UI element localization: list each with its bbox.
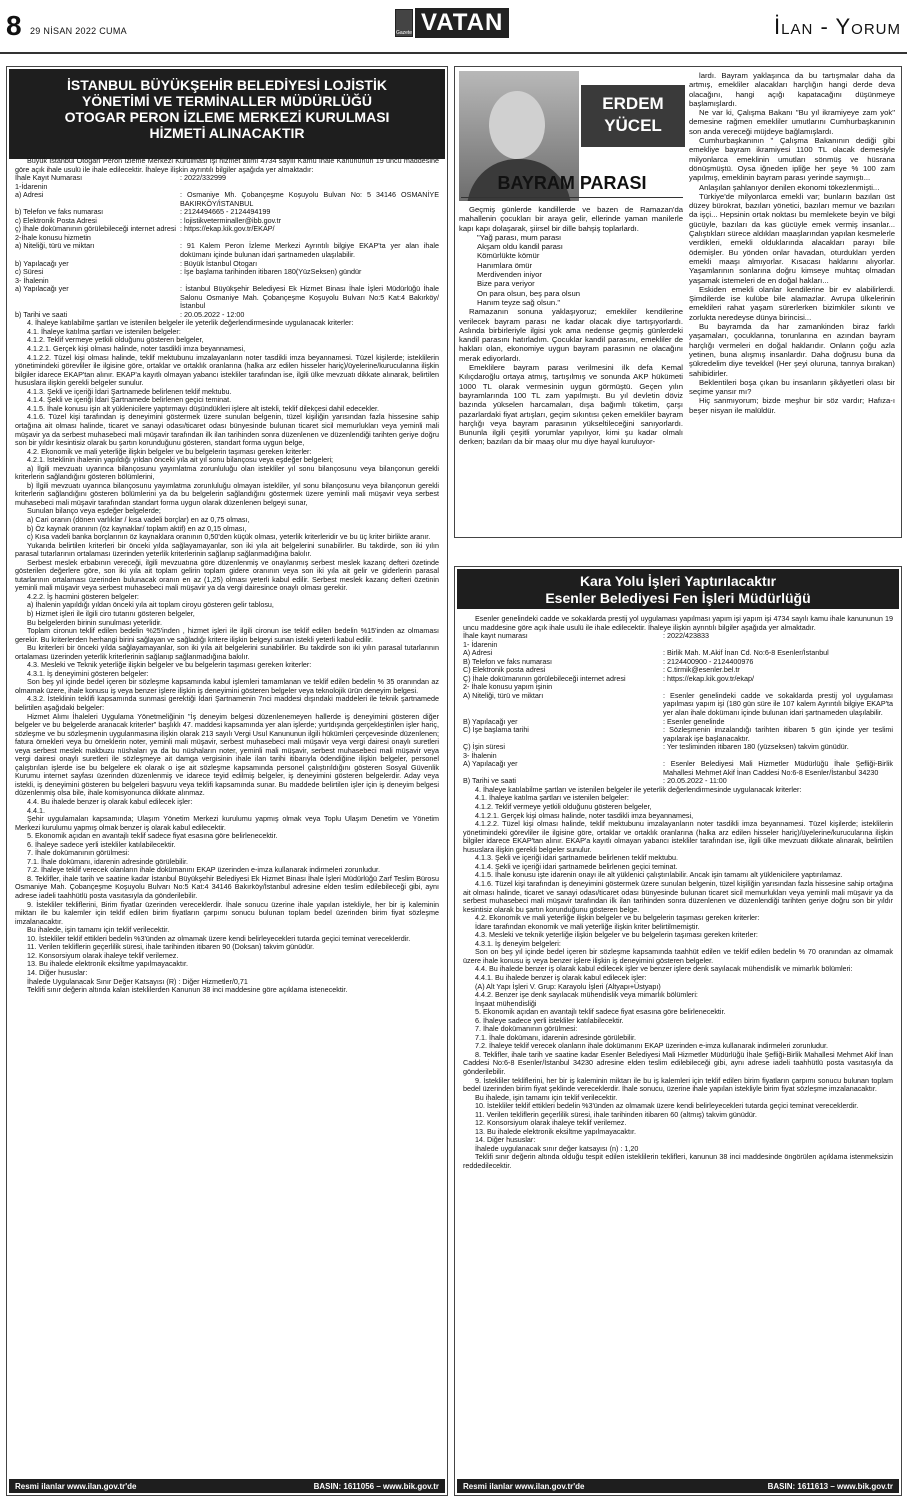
column-paragraph: Eskiden emekli olanlar kendilerine bir ev alabilirlerdi. Şimdilerde ise kulübe bile alamazlar. Avrupa ülkelerinin emeklileri rahat yaşam sürerlerken bizimkiler sıkıntı ve zorlukta neredeyse dünya birincisi... <box>689 284 895 322</box>
issue-date: 29 NİSAN 2022 CUMA <box>30 26 127 36</box>
column-paragraph: Ramazanın sonuna yaklaşıyoruz; emekliler kendilerine verilecek bayram parası ne kadar olacak diye tartışıyorlardı. Aslında birbirleriyle ilgisi yok ama nedense geçmiş günlerdeki kandil parasını hatırladım. Çocuklar kandil parasını, emekliler de hakları olan, ekonomiye uygun bayram parasının ne olacağını merak ediyorlardı. <box>459 307 683 363</box>
ibb-paragraph: 4.1.5. İhale konusu işin alt yüklenicilere yaptırmayı düşündükleri işlere alt istekli, teklif dilekçesi dahil edecekler. <box>27 403 379 413</box>
field-label: b) Tarihi ve saati <box>15 309 68 319</box>
esenler-paragraph: 11. Verilen tekliflerin geçerlilik süresi, ihale tarihinden itibaren 60 (altmış) takvim günüdür. <box>475 1109 757 1119</box>
author-name <box>581 85 685 147</box>
esenler-paragraph: 4.4.1. Bu ihalede benzer iş olarak kabul edilecek işler: <box>475 972 647 982</box>
field-row <box>463 760 893 777</box>
esenler-title-line: Esenler Belediyesi Fen İşleri Müdürlüğü <box>545 590 811 606</box>
esenler-paragraph: 12. Konsorsiyum olarak ihaleye teklif verilemez. <box>475 1118 627 1128</box>
field-label: b) Yapılacağı yer <box>15 258 69 268</box>
field-label: ç) İhale dokümanının görülebileceği internet adresi <box>15 224 177 234</box>
field-value: : Yer tesliminden itibaren 180 (yüzseksen) takvim günüdür. <box>663 742 849 752</box>
ibb-fields <box>15 174 439 319</box>
ibb-paragraph: Toplam cironun teklif edilen bedelin %25'inden , hizmet işleri ile ilgili cironun ise teklif edilen bedelin %15'inden az olmaması gerekir. Bu kriterlerden herhangi birini sağlayan ve sağladığı kritere ilişkin belgeyi sunan istekli yeterli kabul edilir. <box>15 626 439 644</box>
ibb-paragraph: a) İhalenin yapıldığı yıldan önceki yıla ait toplam ciroyu gösteren gelir tablosu, <box>27 600 274 610</box>
field-value: : 2022/332999 <box>180 173 226 183</box>
column-paragraph: "Yağ parası, mum parası <box>477 232 562 242</box>
author-last-name: YÜCEL <box>604 116 662 135</box>
column-paragraph: Hanım teyze sağ olsun." <box>477 297 561 307</box>
ibb-paragraph: Serbest meslek erbabının vereceği, ilgili mevzuatına göre düzenlenmiş ve onaylanmış serbest meslek kazanç defteri özetinde gösterilen değerlere göre, son iki yıla ait toplam gelirin toplam gidere oranının veya son iki yıla ait gelir ve giderlerin parasal tutarlarının ortalaması üzerinden bulunacak oranın en az (1,25) olması yeterli kabul edilir. Serbest meslek kazanç defteri özetinin yeminli mali müşavir veya serbest muhasebeci mali müşavir ya da vergi dairesince onaylı olması gerekir. <box>15 557 439 593</box>
field-value: : C.tirmik@esenler.bel.tr <box>663 665 740 675</box>
field-row <box>15 174 439 183</box>
page-header <box>0 0 907 58</box>
field-value: : lojistikveterminaller@ibb.gov.tr <box>180 215 282 225</box>
ibb-paragraph: 10. İstekliler teklif ettikleri bedelin %3'ünden az olmamak üzere kendi belirleyecekleri tutarda geçici teminat vereceklerdir. <box>27 933 411 943</box>
esenler-ad-title <box>457 569 899 609</box>
esenler-ad-body <box>463 615 893 1475</box>
field-value: : Esenler genelindeki cadde ve sokaklarda prestij yol uygulaması yapılması yapım işi (180 gün süre ile 107 kalem Ayrıntılı bilgiye EKAP'ta yer alan ihale dokümanı içinde bulunan idari şartnameden ulaşılabilir. <box>663 690 893 718</box>
column-title-rule <box>461 197 683 198</box>
esenler-paragraph: Teklifi sınır değerin altında olduğu tespit edilen isteklilerin teklifleri, kanunun 38 inci maddesinde öngörülen açıklama istenmeksizin reddedilecektir. <box>463 1152 893 1170</box>
column-title: BAYRAM PARASI <box>497 173 647 193</box>
ibb-paragraph: 4.2.2. İş hacmini gösteren belgeler: <box>27 591 139 601</box>
column-text-right <box>689 71 895 531</box>
ibb-paragraph: 7. İhale dokümanının görülmesi: <box>27 848 130 858</box>
ibb-tender-ad <box>6 66 448 1496</box>
field-value: : https://ekap.kik.gov.tr/EKAP/ <box>180 224 275 234</box>
ibb-title-line: İSTANBUL BÜYÜKŞEHİR BELEDİYESİ LOJİSTİK <box>67 77 387 93</box>
esenler-paragraph: 10. İstekliler teklif ettikleri bedelin %3'ünden az olmamak üzere kendi belirleyecekleri tutarda geçici teminat vereceklerdir. <box>475 1101 859 1111</box>
ibb-paragraph: 4.3.2. İsteklinin teklifi kapsamında sunmasi gerektiği İdari Şartnamenin 7nci maddesi dışındaki maddeleri ile teknik şartnamede belirtilen aşağıdaki belgeler: <box>15 694 439 712</box>
ibb-paragraph: Yukarıda belirtilen kriterleri bir önceki yılda sağlayamayanlar, son iki yıla ait belgelerini sunabilirler. Bu takdirde, son iki yılın parasal tutarlarının ortalaması üzerinden yeterlik kriterlerinin sağlanıp sağlanmadığına bakılır. <box>15 540 439 559</box>
ibb-paragraph: 6. İhaleye sadece yerli istekliler katılabilecektir. <box>27 839 176 849</box>
ibb-paragraph: b) İlgili mevzuatı uyarınca bilançosunu yayımlatma zorunluluğu olmayan istekliler, yıl sonu bilançosunu veya bilançonun gerekli kriterlerin sağlandığını gösteren bölümlerini ya da bu belgelerin sağlandığını göstermek üzere yeminli mali müşavir veya serbest muhasebeci mali müşavir tarafından standart forma uygun olarak düzenlenen belgeyi sunar, <box>15 480 439 507</box>
field-value: : Esenler genelinde <box>663 716 725 726</box>
esenler-paragraph: 8. Teklifler, ihale tarih ve saatine kadar Esenler Belediyesi Mali Hizmetler Müdürlüğü İhale Şefliği-Birlik Mahallesi Mehmet Akif İnan Caddesi No:6-8 Esenler/İstanbul 34230 adresine elden teslim edilebileceği gibi, aynı adrese iadeli taahhütlü posta vasıtasıyla da gönderilebilir. <box>463 1049 893 1076</box>
field-value: : 20.05.2022 - 11:00 <box>663 776 727 786</box>
esenler-ad-footer <box>457 1479 899 1493</box>
column-paragraph: Ne var ki, Çalışma Bakanı "Bu yıl ikramiyeye zam yok" demesine rağmen emekliler umutlarını Cumhurbaşkanının son anda vereceği müjdeye bağlamışlardı. <box>689 108 895 136</box>
esenler-paragraph: 7.1. İhale dokümanı, idarenin adresinde görülebilir. <box>475 1032 637 1042</box>
esenler-intro: Esenler genelindeki cadde ve sokaklarda prestij yol uygulaması yapılması yapım işi yapım işi 4734 sayılı kamu ihale kanununun 19 uncu maddesine göre açık ihale usulü ile ihale edilecektir. İhaleye ilişkin ayrıntılı bilgiler aşağıda yer almaktadır. <box>463 615 893 632</box>
ibb-paragraph: 7.2. İhaleye teklif verecek olanların ihale dokümanını EKAP üzerinden e-imza kullanarak indirmeleri zorunludur. <box>27 865 381 875</box>
esenler-paragraph: 6. İhaleye sadece yerli istekliler katılabilecektir. <box>475 1015 624 1025</box>
ibb-intro: Büyük İstanbul Otogarı Peron İzleme Merkezi Kurulması İşi hizmet alımı 4734 sayılı Kamu İhale Kanununun 19 uncu maddesine göre açık ihale usulü ile ihale edilecektir. İhaleye ilişkin ayrıntılı bilgiler aşağıda yer almaktadır: <box>15 157 439 174</box>
field-value: : 2124494665 - 2124494199 <box>180 207 271 217</box>
ibb-paragraph: 14. Diğer hususlar: <box>27 967 88 977</box>
field-label: c) Süresi <box>15 267 44 277</box>
esenler-paragraph: İdare tarafından ekonomik ve mali yeterliğe ilişkin kriter belirtilmemiştir. <box>475 921 700 931</box>
field-value: : 2124400900 - 2124400976 <box>663 656 754 666</box>
field-label: Ç) İşin süresi <box>463 742 505 752</box>
ibb-paragraph: a) Cari oranın (dönen varlıklar / kısa vadeli borçlar) en az 0,75 olması, <box>27 514 250 524</box>
esenler-paragraph: 4.3. Mesleki ve teknik yeterliğe ilişkin belgeler ve bu belgelerin taşıması gereken kriterler: <box>475 930 758 940</box>
ibb-paragraph: 4.3. Mesleki ve Teknik yeterliğe ilişkin belgeler ve bu belgelerin taşıması gereken kriterler: <box>27 660 312 670</box>
ibb-paragraph: 12. Konsorsiyum olarak ihaleye teklif verilemez. <box>27 950 179 960</box>
esenler-paragraph: 9. İstekliler tekliflerini, her bir iş kaleminin miktarı ile bu iş kalemleri için teklif edilen birim fiyatların çarpımı sonucu bulunan toplam bedel üzerinden birim fiyat şeklinde vereceklerdir. İhale sonucu, üzerine ihale yapılan istekliyle birim fiyat sözleşme imzalanacaktır. <box>463 1075 893 1094</box>
field-label: A) Yapılacağı yer <box>463 759 518 769</box>
ibb-paragraph: Bu ihalede, işin tamamı için teklif verilecektir. <box>27 925 170 935</box>
field-label: 3- İhalenin <box>463 750 497 760</box>
ibb-paragraph: 4.1.2.1. Gerçek kişi olması halinde, noter tasdikli imza beyannamesi, <box>27 344 246 354</box>
esenler-paragraph: 4.1.2.2. Tüzel kişi olması halinde, teklif mektubunu imzalayanların noter tasdikli imza beyannamesi. Tüzel kişilerde; isteklilerin yönetimindeki görevliler ile ilgisine göre, ortaklar ve ortaklık oranlarına (halka arz edilen hisseler hariç)/üyelerine/kurucularına ilişkin bilgiler idarece EKAP'tan alınır. EKAP'a kayıtlı olmayan yabancı istekliler tarafından ise, ilgili ülke mevzuatı dikkate alınarak, belirtilen hususlara ilişkin gerekli belgeler sunulur. <box>463 819 893 854</box>
ibb-paragraph: 4.1.2. Teklif vermeye yetkili olduğunu gösteren belgeler, <box>27 335 204 345</box>
field-label: B) Telefon ve faks numarası <box>463 656 552 666</box>
field-label: B) Tarihi ve saati <box>463 776 516 786</box>
column-paragraph: Hiç sanmıyorum; bizde meşhur bir söz vardır; Hafıza-ı beşer nisyan ile malüldür. <box>689 396 895 415</box>
esenler-paragraph: 4.1. İhaleye katılma şartları ve istenilen belgeler: <box>475 793 629 803</box>
column-paragraph: On para olsun, beş para olsun <box>477 288 580 298</box>
section-title: İlan - Yorum <box>774 14 901 39</box>
page-number: 8 <box>6 10 22 41</box>
column-paragraph: Hanımlara ömür <box>477 260 533 270</box>
esenler-paragraph: 7. İhale dokümanının görülmesi: <box>475 1024 578 1034</box>
field-label: 2- İhale konusu yapım işinin <box>463 682 553 692</box>
field-label: 2-İhale konusu hizmetin <box>15 232 91 242</box>
ibb-paragraph: 4.1.6. Tüzel kişi tarafından iş deneyimini göstermek üzere sunulan belgenin, tüzel kişiliğin yarısından fazla hissesine sahip ortağına ait olması halinde, ticaret ve sanayi odası/ticaret odası bünyesinde bulunan ticaret sicil memurlukları veya yeminli mali müşavir ya da serbest muhasebeci mali müşavir tarafından ilk ilan tarihinden sonra düzenlenen ve düzenlendiği tarihten geriye doğru son bir yıldır kesintisiz olarak bu şartın korunduğunu gösteren, standart forma uygun belge, <box>15 412 439 448</box>
newspaper-logo <box>395 8 509 38</box>
field-value: : 2022/423833 <box>663 631 709 641</box>
esenler-paragraph: Bu ihalede, işin tamamı için teklif verilecektir. <box>475 1092 618 1102</box>
esenler-paragraph: İhalede uygulanacak sınır değer katsayısı (n) : 1,20 <box>475 1143 639 1153</box>
field-row <box>463 692 893 718</box>
column-paragraph: Bize para veriyor <box>477 279 535 289</box>
column-paragraph: Merdivenden iniyor <box>477 270 542 280</box>
ibb-paragraph: 4.1.2.2. Tüzel kişi olması halinde, teklif mektubunu imzalayanların noter tasdikli imza beyannamesi. Tüzel kişilerde; isteklilerin yönetimindeki görevliler ile ilgisine göre, ortaklar ve ortaklık oranlarına (halka arz edilen hisseler hariç)/üyelerine/kurucularına ilişkin bilgiler idarece EKAP'tan alınır. EKAP'a kayıtlı olmayan yabancı istekliler tarafından ise, ilgili ülke mevzuatı dikkate alınarak, belirtilen hususlara ilişkin gerekli belgeler sunulur. <box>15 352 439 388</box>
field-value: : Sözleşmenin imzalandığı tarihten itibaren 5 gün içinde yer teslimi yapılarak işe başlanacaktır. <box>663 725 893 743</box>
header-divider <box>0 52 907 54</box>
field-label: a) Adresi <box>15 190 44 200</box>
esenler-footer-right[interactable]: BASIN: 1611613 – www.bik.gov.tr <box>767 1481 893 1491</box>
field-row <box>463 743 893 752</box>
column-paragraph: Akşam oldu kandil parası <box>477 242 563 252</box>
ibb-paragraph: Hizmet Alımı İhaleleri Uygulama Yönetmeliğinin "İş deneyim belgesi düzenlenemeyen hallerde iş deneyimini gösteren diğer belgeler ve bu belgelerde aranacak kriterler" başlıklı 47. maddesi kapsamında yer alan işlerde; yurtdışında gerçekleştirilen işler hariç, sözleşme ve bu sözleşmenin uygulanmasına ilişkin olarak 213 sayılı Vergi Usul Kanununun ilgili hükümleri çerçevesinde düzenlenen; fatura örnekleri veya bu örneklerin noter, yeminli mali müşavir, serbest muhasebeci mali müşavir veya vergi dairesi onaylı suretleri veya serbest meslek makbuzu nüshaları ya da bu nüshaların noter, yeminli mali müşavir, serbest muhasebeci mali müşavir veya vergi dairesi onaylı suretleri ile sözleşmeye ait damga vergisinin ihale ilan tarihi itibarıyla ödendiğine ilişkin belgeler, personel çalıştırılan işlerde ise bu belgelere ek olarak o işe ait sözleşme kapsamında personel çalıştırıldığını gösteren Sosyal Güvenlik Kurumu internet sayfası üzerinden düzenlenmiş ve idarece teyid edilmiş belgeler, iş deneyimini gösteren belgelerdir. Aday veya istekli, iş deneyimini gösteren bu belgeleri başvuru veya teklifi kapsamında sunar. Bu maddede belirtilen işler için iş deneyim belgesi düzenlenmiş olsa bile, ihale komisyonunca dikkate alınmaz. <box>15 711 439 798</box>
field-label: 3- İhalenin <box>15 275 49 285</box>
ibb-paragraph: 4.2. Ekonomik ve mali yeterliğe ilişkin belgeler ve bu belgelerin taşıması gereken kriterler: <box>27 446 312 456</box>
column-paragraph: Türkiye'de milyonlarca emekli var; bunların bazıları üst düzey bürokrat, bazıları yönetici, bazıları memur ve bazıları da işçi... Hepsinin ortak noktası bu memlekete beyin ve bilgi gücüyle, bazıları da kas gücüyle emek vermiş insanlar... Çalıştıkları sürece aldıkları maaşlarından yapılan kesmelerle verdikleri, emekli olduklarında alacakları parayı bile ödemişler. Bu yönden onlar havadan, oturdukları yerden emekli maaşı almıyorlar. Kısacası haklarını alıyorlar. Yaşamlarının sonlarına doğru kimseye muhtaç olmadan yaşamak istemeleri de en doğal hakları... <box>689 191 895 285</box>
field-label: İhale Kayıt Numarası <box>15 173 83 183</box>
field-label: Ç) İhale dokümanının görülebileceği internet adresi <box>463 673 626 683</box>
ibb-paragraph: c) Kısa vadeli banka borçlarının öz kaynaklara oranının 0,50'den küçük olması, yeterlik kriterleridir ve bu üç kriter birlikte aranır. <box>27 532 431 542</box>
field-label: A) Niteliği, türü ve miktarı <box>463 690 544 700</box>
field-value: : Birlik Mah. M.Akif İnan Cd. No:6-8 Esenler/İstanbul <box>663 648 829 658</box>
ibb-title-line: OTOGAR PERON İZLEME MERKEZİ KURULMASI <box>64 109 390 125</box>
field-row <box>15 285 439 311</box>
ibb-paragraph: 4.4.1. <box>27 805 45 815</box>
ibb-paragraph: 4.4. Bu ihalede benzer iş olarak kabul edilecek işler: <box>27 797 193 807</box>
field-value: : 20.05.2022 - 12:00 <box>180 309 245 319</box>
field-label: C) Elektronik posta adresi <box>463 665 546 675</box>
esenler-paragraph: 4.1.6. Tüzel kişi tarafından iş deneyimini göstermek üzere sunulan belgenin, tüzel kişiliğin yarısından fazla hissesine sahip ortağına ait olması halinde, ticaret ve sanayi odası/ticaret odası bünyesinde bulunan ticaret sicil memurlukları veya yeminli mali müşavir ya da serbest muhasebeci mali müşavir tarafından ilk ilan tarihinden sonra düzenlenen ve düzenlendiği tarihten geriye doğru son bir yıldır kesintisiz olarak bu şartın korunduğunu gösteren belge. <box>463 878 893 914</box>
field-row <box>15 242 439 259</box>
column-paragraph: Kömürlükte kömür <box>477 251 540 261</box>
field-value: : 91 Kalem Peron İzleme Merkezi Ayrıntılı bilgiye EKAP'ta yer alan ihale dokümanı içinde bulunan idari şartnameden ulaşılabilir. <box>180 241 439 260</box>
column-paragraph: Geçmiş günlerde kandillerde ve bazen de Ramazan'da mahallenin çocukları bir araya gelir, ellerinde yaman manilerle kapı kapı dolaşarak, şiirsel bir dille bahşiş toplarlardı. <box>459 205 683 233</box>
ibb-paragraphs <box>15 319 439 994</box>
ibb-paragraph: Bu kriterleri bir önceki yılda sağlayamayanlar, son iki yıla ait belgelerini sunabilirler. Bu takdirde son iki yılın parasal tutarlarının ortalaması üzerinden yeterlik kriterlerinin sağlanıp sağlanmadığına bakılır. <box>15 643 439 661</box>
ibb-ad-body <box>15 157 439 1475</box>
column-paragraph: Bu bayramda da har zamankinden biraz farklı yaşamaları, çocuklarına, torunlarına en azından bayram harçlığı vermeleri en doğal haklarıdır. Onların çoğu azla yetinen, buna alışmış insanlardır. Daha doğrusu buna da şükredelim diye tevekkel (Her şeyi oluruna, tanrıya bırakan) sahibidirler. <box>689 322 895 378</box>
opinion-column <box>454 66 902 538</box>
ibb-paragraph: 5. Ekonomik açıdan en avantajlı teklif sadece fiyat esasına göre belirlenecektir. <box>27 831 278 841</box>
esenler-fields <box>463 632 893 786</box>
ibb-paragraph: a) İlgili mevzuatı uyarınca bilançosunu yayımlatma zorunluluğu olan istekliler yıl sonu bilançosunu veya bilançonun gerekli kriterlerin sağlandığını gösteren bölümlerini, <box>15 463 439 482</box>
column-paragraph: lardı. Bayram yaklaşınca da bu tartışmalar daha da artmış, emekliler alacakları harçlığın hangi derde deva olacağını, hangi açığı kapatacağını düşünmeye başlamışlardı. <box>689 71 895 108</box>
author-first-name: ERDEM <box>602 94 664 113</box>
esenler-paragraph: 4.3.1. İş deneyim belgeleri: <box>475 938 561 948</box>
esenler-paragraph: İnşaat mühendisliği <box>475 998 537 1008</box>
esenler-paragraph: 4.1.2. Teklif vermeye yetkili olduğunu gösteren belgeler, <box>475 802 652 812</box>
ibb-ad-footer <box>9 1479 445 1493</box>
esenler-paragraphs <box>463 786 893 1171</box>
ibb-paragraph: 4.1.4. Şekli ve içeriği İdari Şartnamede belirlenen geçici teminat. <box>27 395 232 405</box>
field-value: : İşe başlama tarihinden itibaren 180(YüzSeksen) gündür <box>180 267 362 277</box>
esenler-title-line: Kara Yolu İşleri Yaptırılacaktır <box>579 573 777 589</box>
field-value: : Büyük İstanbul Otogarı <box>180 258 258 268</box>
column-paragraph: Anlaşılan şahlanıyor denilen ekonomi tökezlenmişti... <box>699 182 880 192</box>
esenler-paragraph: 4.1.5. İhale konusu işte idarenin onayı ile alt yüklenici çalıştırılabilir. Ancak işin tamamı alt yüklenicilere yaptırılamaz. <box>475 870 843 880</box>
ibb-paragraph: b) Öz kaynak oranının (öz kaynaklar/ toplam aktif) en az 0,15 olması, <box>27 523 247 533</box>
esenler-paragraph: Son on beş yıl içinde bedel içeren bir sözleşme kapsamında taahhüt edilen ve teklif edilen bedelin % 70 oranından az olmamak üzere ihale konusu iş veya benzer işlere ilişkin iş deneyimini gösteren belgeler. <box>463 947 893 965</box>
field-value: : https://ekap.kik.gov.tr/ekap/ <box>663 673 754 683</box>
esenler-paragraph: 4.1.3. Şekli ve içeriği idari şartnamede belirlenen teklif mektubu. <box>475 853 678 863</box>
field-label: İhale kayıt numarası <box>463 631 528 641</box>
esenler-paragraph: 4.1.4. Şekli ve içeriği idari şartnamede belirlenen geçici teminat. <box>475 861 678 871</box>
field-label: 1- İdarenin <box>463 639 498 649</box>
ibb-paragraph: Son beş yıl içinde bedel içeren bir sözleşme kapsamında kabul işlemleri tamamlanan ve teklif edilen bedelin % 35 oranından az olmamak üzere, ihale konusu iş veya benzer işlere ilişkin iş deneyimini gösteren belgeler veya teknolojik ürün deneyim belgesi. <box>15 677 439 695</box>
field-label: B) Yapılacağı yer <box>463 716 518 726</box>
esenler-paragraph: 4.2. Ekonomik ve mali yeterliğe ilişkin belgeler ve bu belgelerin taşıması gereken kriterler: <box>475 913 760 923</box>
esenler-paragraph: 7.2. İhaleye teklif verecek olanların ihale dokümanını EKAP üzerinden e-imza kullanarak indirmeleri zorunludur. <box>475 1041 829 1051</box>
ibb-title-line: YÖNETİMİ VE TERMİNALLER MÜDÜRLÜĞÜ <box>81 93 373 109</box>
esenler-paragraph: 14. Diğer hususlar: <box>475 1135 536 1145</box>
field-row <box>463 632 893 641</box>
esenler-paragraph: 13. Bu ihalede elektronik eksiltme yapılmayacaktır. <box>475 1126 636 1136</box>
column-paragraph: Cumhurbaşkanının " Çalışma Bakanının dediği gibi emekliye bayram ikramiyesi 1100 TL olacak demesiyle milyonlarca emeklinin umutları sönmüş ve hüsrana dönüşmüştü. Oysa iğneden ipliğe her şeye % 100 zam yapılmış, emeklinin bayram parası yerinde saymıştı... <box>689 136 895 183</box>
ibb-title-line: HİZMETİ ALINACAKTIR <box>149 125 305 141</box>
column-text-left <box>459 205 683 531</box>
ibb-paragraph: 13. Bu ihalede elektronik eksiltme yapılmayacaktır. <box>27 959 188 969</box>
esenler-paragraph: 4.4. Bu ihalede benzer iş olarak kabul edilecek işler ve benzer işlere denk sayılacak mühendislik ve mimarlık bölümleri: <box>475 964 853 974</box>
logo-text: VATAN <box>415 8 509 38</box>
esenler-tender-ad <box>454 566 902 1496</box>
esenler-paragraph: 5. Ekonomik açıdan en avantajlı teklif sadece fiyat esasına göre belirlenecektir. <box>475 1007 726 1017</box>
ibb-paragraph: 4.1.3. Şekli ve içeriği İdari Şartnamede belirlenen teklif mektubu. <box>27 386 232 396</box>
ibb-paragraph: Şehir uygulamaları kapsamında; Ulaşım Yönetim Merkezi kurulumu yapmış olmak veya Toplu Ulaşım Denetim ve Yönetim Merkezi kurulumu yapmış olmak benzer iş olarak kabul edilecektir. <box>15 814 439 832</box>
field-value: : İstanbul Büyükşehir Belediyesi Ek Hizmet Binası İhale İşleri Müdürlüğü İhale Salonu Osmaniye Mah. Çobançeşme Koşuyolu Bulvarı No:5 Kat:4 Bakırköy/İstanbul <box>180 284 439 311</box>
column-paragraph: Emeklilere bayram parası verilmesini ilk defa Kemal Kılıçdaroğlu ortaya atmış, tartışılmış ve sonunda AKP hükümeti 1000 TL olarak vermesinin uygun görmüştü. Geçen yılın bayramlarında 100 TL zam yapılmıştı. Bu yıl devletin döviz bazında yükselen harcamaları, dışa bağımlı tüketim, çarşı pazarlardaki fiyat artışları, geçim sıkıntısı çeken emekliler bayram harçlığı veya bayram parasının yükseltileceğini sanıyorlardı. Bununla ilgili çeşitli yorumlar yapılıyor, kimi şu kadar olmalı derken; bazıları da bir maaş olur mu diye hayal kuruluyor- <box>459 363 683 447</box>
ibb-paragraph: 9. İstekliler tekliflerini, Birim fiyatlar üzerinden vereceklerdir. İhale sonucu üzerine ihale yapılan istekliyle, her bir iş kaleminin miktarı ile bu kalemler için teklif edilen birim fiyatların çarpımı sonucu bulunan toplam bedel üzerinden birim fiyat sözleşme imzalanacaktır. <box>15 899 439 926</box>
esenler-paragraph: 4. İhaleye katılabilme şartları ve istenilen belgeler ile yeterlik değerlendirmesinde uygulanacak kriterler: <box>475 784 802 794</box>
ibb-paragraph: 4.3.1. İş deneyimini gösteren belgeler: <box>27 668 149 678</box>
ibb-paragraph: Sunulan bilanço veya eşdeğer belgelerde; <box>27 506 161 516</box>
esenler-paragraph: 4.4.2. Benzer işe denk sayılacak mühendislik veya mimarlık bölümleri: <box>475 990 698 1000</box>
field-label: C) İşe başlama tarihi <box>463 725 529 735</box>
ibb-paragraph: Teklifi sınır değerin altında kalan isteklilerden Kanunun 38 inci maddesine göre açıklama istenecektir. <box>27 985 348 995</box>
ibb-paragraph: 7.1. İhale dokümanı, idarenin adresinde görülebilir. <box>27 856 189 866</box>
ibb-paragraph: b) Hizmet işleri ile ilgili ciro tutarını gösteren belgeler, <box>27 608 195 618</box>
ibb-ad-title <box>9 69 445 159</box>
field-value: : Esenler Belediyesi Mali Hizmetler Müdürlüğü İhale Şefliği-Birlik Mahallesi Mehmet Akif İnan Caddesi No:6-8 Esenler/İstanbul 34230 <box>663 759 893 777</box>
ibb-footer-right[interactable]: BASIN: 1611056 – www.bik.gov.tr <box>313 1481 439 1491</box>
ibb-footer-left[interactable]: Resmi ilanlar www.ilan.gov.tr'de <box>15 1481 137 1491</box>
field-label: c) Elektronik Posta Adresi <box>15 215 97 225</box>
author-photo-head <box>489 91 545 159</box>
field-row <box>15 268 439 277</box>
field-value: : Osmaniye Mh. Çobançeşme Koşuyolu Bulvarı No: 5 34146 OSMANİYE BAKIRKÖY/İSTANBUL <box>180 190 439 208</box>
field-row <box>463 726 893 743</box>
ibb-paragraph: 4. İhaleye katılabilme şartları ve istenilen belgeler ile yeterlik değerlendirmesinde uygulanacak kriterler: <box>27 318 354 328</box>
esenler-paragraph: 4.1.2.1. Gerçek kişi olması halinde, noter tasdikli imza beyannamesi, <box>475 810 694 820</box>
field-label: b) Telefon ve faks numarası <box>15 207 104 217</box>
ibb-paragraph: 8. Teklifler, ihale tarih ve saatine kadar İstanbul Büyükşehir Belediyesi Ek Hizmet Binası İhale İşleri Müdürlüğü Zarf Teslim Bürosu Osmaniye Mah. Çobançeşme Koşuyolu Bulvarı No:5 Kat:4 34146 Bakırköy/İstanbul adresine elden teslim edilebileceği gibi, aynı adrese iadeli taahhütlü posta vasıtasıyla da gönderilebilir. <box>15 873 439 901</box>
esenler-footer-left[interactable]: Resmi ilanlar www.ilan.gov.tr'de <box>463 1481 585 1491</box>
field-label: a) Yapılacağı yer <box>15 284 69 294</box>
ibb-paragraph: İhalede Uygulanacak Sınır Değer Katsayısı (R) : Diğer Hizmetler/0,71 <box>27 976 248 986</box>
ibb-paragraph: 4.1. İhaleye katılma şartları ve istenilen belgeler: <box>27 326 181 336</box>
field-label: a) Niteliği, türü ve miktarı <box>15 241 95 251</box>
field-row <box>15 191 439 208</box>
field-label: 1-İdarenin <box>15 181 48 191</box>
logo-badge: Gazete <box>395 9 413 37</box>
ibb-paragraph: Bu belgelerden birinin sunulması yeterlidir. <box>27 617 163 627</box>
esenler-paragraph: (A) Alt Yapı İşleri V. Grup: Karayolu İşleri (Altyapı+Üstyapı) <box>475 981 661 991</box>
ibb-paragraph: 11. Verilen tekliflerin geçerlilik süresi, ihale tarihinden itibaren 90 (Doksan) takvim günüdür. <box>27 942 315 952</box>
ibb-paragraph: 4.2.1. İsteklinin ihalenin yapıldığı yıldan önceki yıla ait yıl sonu bilançosu veya eşdeğer belgeleri; <box>27 455 334 465</box>
column-paragraph: Beklentileri boşa çıkan bu insanların şikâyetleri olası bir seçime yansır mı? <box>689 377 895 397</box>
field-label: A) Adresi <box>463 648 493 658</box>
